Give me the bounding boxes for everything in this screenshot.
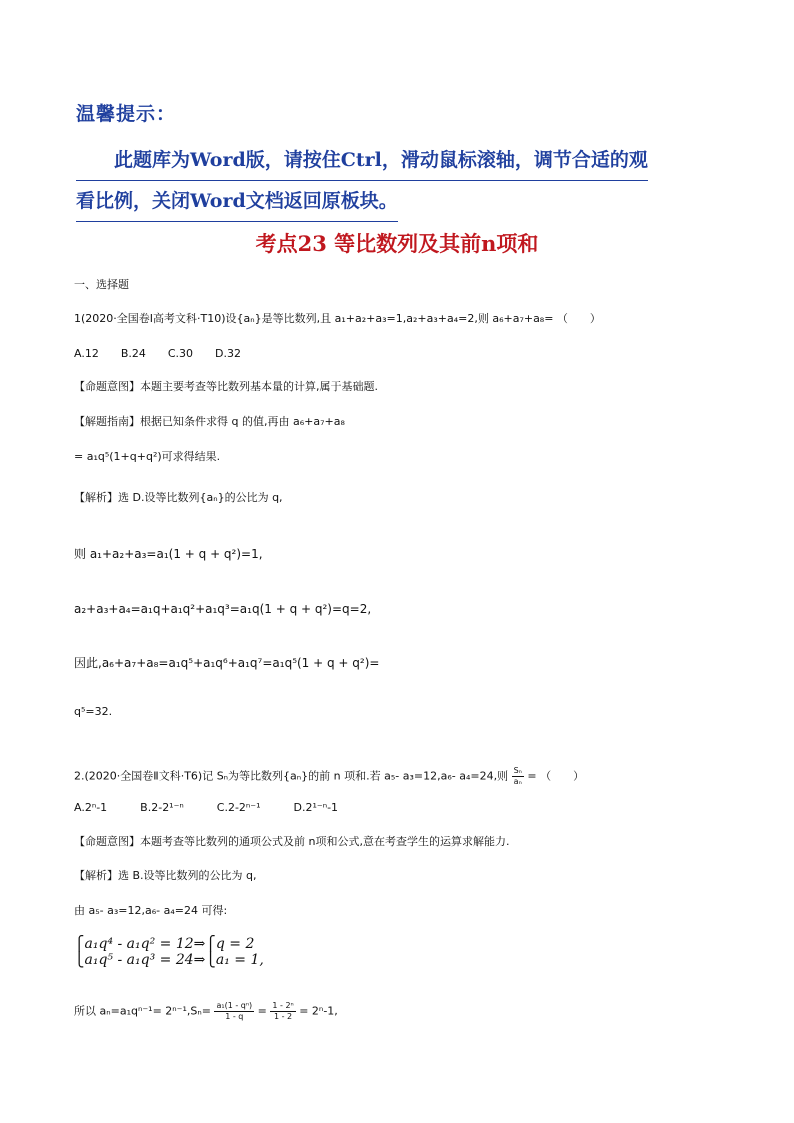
q2-equation-system [74, 936, 264, 968]
q2-conclusion-end: = 2ⁿ-1, [299, 1004, 338, 1018]
q1-options: A.12 B.24 C.30 D.32 [74, 347, 242, 360]
q1-step-3: 因此,a₆+a₇+a₈=a₁q⁵+a₁q⁶+a₁q⁷=a₁q⁵(1 + q + q²)= [74, 656, 380, 670]
notice-body [76, 140, 736, 222]
q2-simplified-fraction [270, 1001, 295, 1022]
document-title: 考点23 等比数列及其前n项和 [255, 231, 539, 256]
q2-stem [74, 766, 584, 787]
q1-guide-continued: = a₁q⁵(1+q+q²)可求得结果. [74, 450, 221, 463]
q2-intent: 【命题意图】本题考查等比数列的通项公式及前 n项和公式,意在考查学生的运算求解能力. [74, 835, 510, 848]
q2-given: 由 a₅- a₃=12,a₆- a₄=24 可得: [74, 904, 228, 917]
q2-stem-text: 2.(2020·全国卷Ⅱ文科·T6)记 Sₙ为等比数列{aₙ}的前 n 项和.若 a₅- a₃=12,a₆- a₄=24,则 [74, 769, 509, 783]
section-heading: 一、选择题 [74, 278, 129, 291]
notice-line-1: 此题库为Word版，请按住Ctrl，滑动鼠标滚轴，调节合适的观 [76, 140, 648, 181]
q2-analysis: 【解析】选 B.设等比数列的公比为 q, [74, 869, 257, 882]
q2-system-line-2: ⎩a₁q⁵ - a₁q³ = 24⇒⎩a₁ = 1, [74, 952, 264, 968]
notice-line-2: 看比例，关闭Word文档返回原板块。 [76, 181, 398, 222]
notice-title: 温馨提示： [76, 103, 177, 125]
q2-sum-fraction-denominator: 1 - q [225, 1012, 244, 1021]
q2-fraction [512, 766, 524, 787]
q2-conclusion [74, 1001, 338, 1022]
q1-guide: 【解题指南】根据已知条件求得 q 的值,再由 a₆+a₇+a₈ [74, 415, 345, 428]
q1-intent: 【命题意图】本题主要考查等比数列基本量的计算,属于基础题. [74, 380, 378, 393]
q2-stem-end: = （ ） [527, 769, 585, 783]
q2-sum-fraction [214, 1001, 254, 1022]
q2-simplified-denominator: 1 - 2 [273, 1012, 293, 1021]
q2-fraction-denominator: aₙ [513, 777, 522, 786]
q2-simplified-numerator: 1 - 2ⁿ [272, 1001, 294, 1010]
q2-equals: = [257, 1004, 267, 1018]
q2-conclusion-text: 所以 aₙ=a₁qⁿ⁻¹= 2ⁿ⁻¹,Sₙ= [74, 1004, 211, 1018]
q2-sum-fraction-numerator: a₁(1 - qⁿ) [216, 1001, 253, 1010]
q1-analysis: 【解析】选 D.设等比数列{aₙ}的公比为 q, [74, 491, 283, 504]
q1-stem: 1(2020·全国卷Ⅰ高考文科·T10)设{aₙ}是等比数列,且 a₁+a₂+a₃=1,a₂+a₃+a₄=2,则 a₆+a₇+a₈= （ ） [74, 312, 601, 325]
q2-system-line-1: ⎧a₁q⁴ - a₁q² = 12⇒⎧q = 2 [74, 936, 255, 952]
q1-step-2: a₂+a₃+a₄=a₁q+a₁q²+a₁q³=a₁q(1 + q + q²)=q=2, [74, 602, 372, 616]
q2-options: A.2ⁿ-1 B.2-2¹⁻ⁿ C.2-2ⁿ⁻¹ D.2¹⁻ⁿ-1 [74, 801, 339, 814]
q1-step-4: q⁵=32. [74, 705, 113, 718]
q1-step-1: 则 a₁+a₂+a₃=a₁(1 + q + q²)=1, [74, 547, 263, 561]
q2-fraction-numerator: Sₙ [513, 766, 522, 775]
